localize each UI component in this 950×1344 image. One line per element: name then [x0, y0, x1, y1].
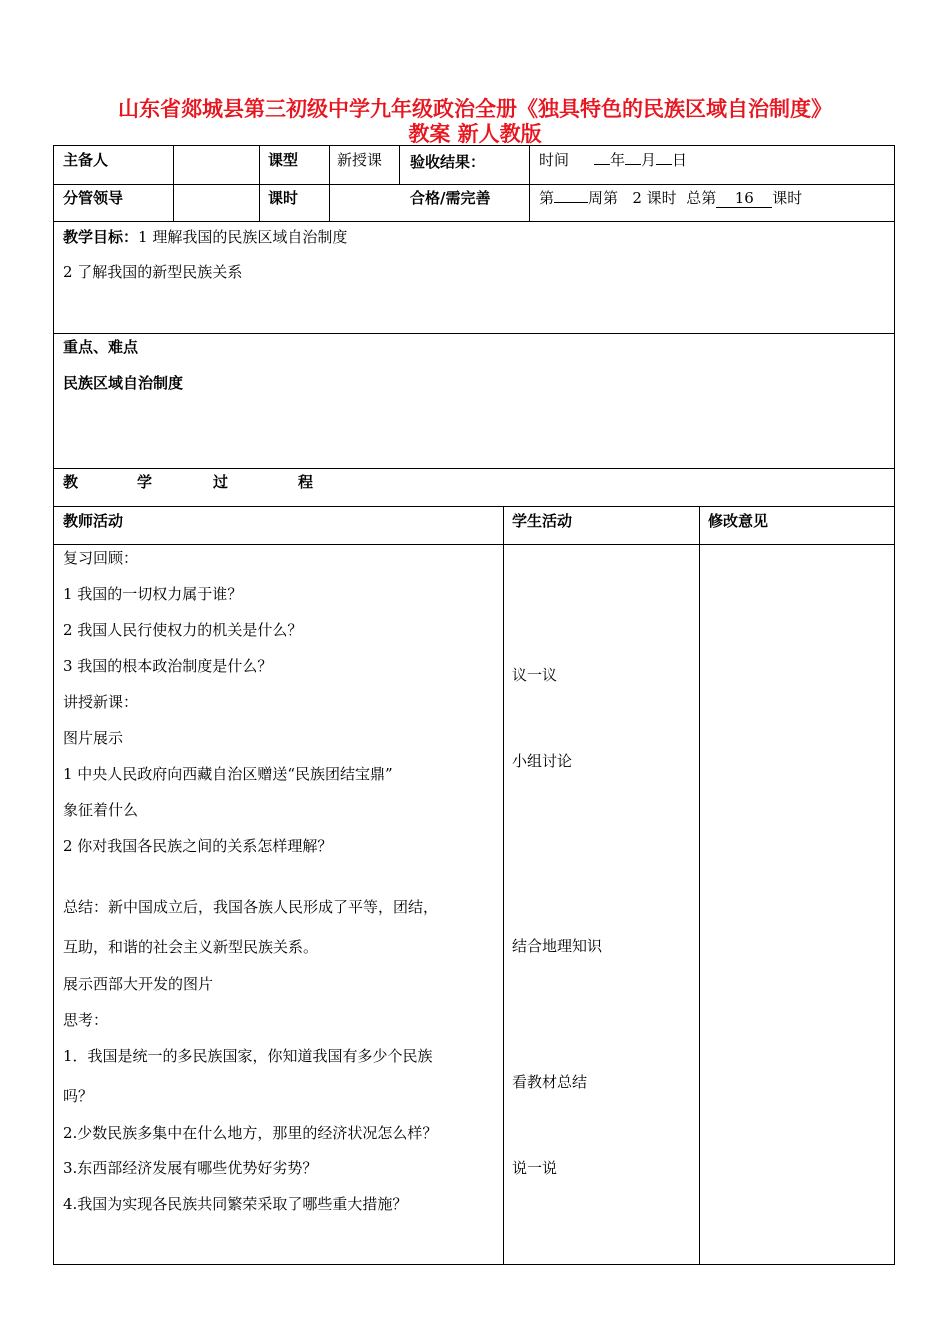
lesson-type-label: 课型: [268, 151, 299, 169]
student-line: 说一说: [512, 1159, 558, 1177]
teacher-line: 互助，和谐的社会主义新型民族关系。: [63, 938, 319, 956]
pass-label: 合格/需完善: [410, 189, 491, 207]
goals-line-1: 教学目标：1 理解我国的民族区域自治制度: [63, 228, 348, 246]
teacher-line: 1 我国的一切权力属于谁？: [63, 585, 243, 603]
teacher-line: 4.我国为实现各民族共同繁荣采取了哪些重大措施？: [63, 1195, 408, 1213]
teacher-line: 1 中央人民政府向西藏自治区赠送“民族团结宝鼎”: [63, 765, 393, 783]
teacher-line: 吗？: [63, 1087, 94, 1105]
teacher-line: 象征着什么: [63, 801, 139, 819]
document-title-line-2: 教案 新人教版: [408, 122, 542, 146]
process-char: 过: [213, 473, 229, 491]
row-divider: [54, 184, 894, 185]
column-divider: [699, 506, 700, 1264]
teacher-line: 讲授新课：: [63, 693, 139, 711]
row-divider: [54, 506, 894, 507]
preparer-label: 主备人: [63, 151, 109, 169]
goals-line-2: 2 了解我国的新型民族关系: [63, 263, 243, 281]
time-label: 时间: [539, 151, 570, 169]
column-divider: [259, 146, 260, 221]
student-line: 看教材总结: [512, 1073, 588, 1091]
teacher-line: 总结：新中国成立后，我国各族人民形成了平等，团结，: [63, 898, 439, 916]
column-divider: [503, 506, 504, 1264]
column-divider: [329, 146, 330, 221]
process-char: 学: [137, 473, 153, 491]
teacher-line: 3.东西部经济发展有哪些优势好劣势？: [63, 1159, 318, 1177]
row-divider: [54, 333, 894, 334]
revision-notes-header: 修改意见: [708, 512, 769, 530]
process-char: 程: [298, 473, 314, 491]
document-title-line-1: 山东省郯城县第三初级中学九年级政治全册《独具特色的民族区域自治制度》: [118, 97, 832, 121]
teacher-line: 复习回顾：: [63, 549, 139, 567]
teacher-line: 思考：: [63, 1011, 109, 1029]
lesson-type-value: 新授课: [337, 151, 383, 169]
teacher-line: 图片展示: [63, 729, 124, 747]
date-field: 年 月 日: [594, 150, 687, 170]
supervisor-label: 分管领导: [63, 189, 124, 207]
teacher-line: 展示西部大开发的图片: [63, 975, 214, 993]
teacher-line: 2 你对我国各民族之间的关系怎样理解？: [63, 837, 333, 855]
lesson-plan-table: [53, 145, 895, 1265]
week-field: 第 周第 2 课时 总第 16 课时: [539, 189, 803, 207]
student-activity-header: 学生活动: [512, 512, 573, 530]
keypoints-label: 重点、难点: [63, 338, 139, 356]
row-divider: [54, 468, 894, 469]
row-divider: [54, 544, 894, 545]
teacher-activity-header: 教师活动: [63, 512, 124, 530]
student-line: 小组讨论: [512, 752, 573, 770]
teacher-line: 1．我国是统一的多民族国家，你知道我国有多少个民族: [63, 1047, 433, 1065]
process-char: 教: [63, 473, 79, 491]
student-line: 议一议: [512, 666, 558, 684]
check-result-label: 验收结果：: [410, 153, 486, 171]
student-line: 结合地理知识: [512, 937, 603, 955]
teacher-line: 2.少数民族多集中在什么地方，那里的经济状况怎么样？: [63, 1124, 438, 1142]
teacher-line: 2 我国人民行使权力的机关是什么？: [63, 621, 303, 639]
column-divider: [529, 146, 530, 221]
column-divider: [173, 146, 174, 221]
column-divider: [399, 146, 400, 184]
row-divider: [54, 221, 894, 222]
period-label: 课时: [268, 189, 299, 207]
keypoints-content: 民族区域自治制度: [63, 374, 184, 392]
teacher-line: 3 我国的根本政治制度是什么？: [63, 657, 273, 675]
